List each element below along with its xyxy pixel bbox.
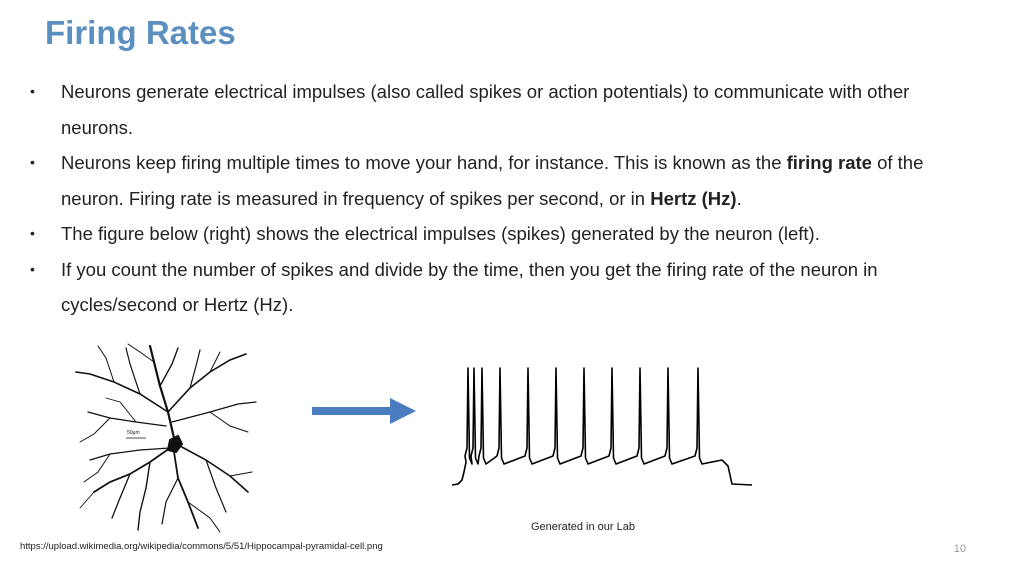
bullet-marker: • bbox=[30, 260, 35, 277]
bullet-marker: • bbox=[30, 225, 35, 241]
spike-train-trace bbox=[452, 362, 756, 490]
slide-title: Firing Rates bbox=[45, 14, 236, 51]
neuron-image bbox=[70, 342, 260, 534]
bold-term: firing rate bbox=[786, 152, 872, 173]
right-arrow-icon bbox=[312, 397, 420, 425]
bullet-item bbox=[30, 145, 980, 216]
figure-caption: Generated in our Lab bbox=[531, 521, 635, 533]
bullet-list bbox=[30, 74, 980, 323]
bullet-marker: • bbox=[30, 83, 35, 99]
bullet-text: . bbox=[736, 187, 742, 209]
image-source-link[interactable]: https://upload.wikimedia.org/wikipedia/commons/5/51/Hippocampal-pyramidal-cell.png bbox=[20, 541, 383, 552]
page-number: 10 bbox=[953, 543, 966, 555]
bullet-text: Neurons generate electrical impulses (also called spikes or action potentials) to communicate with other neurons. bbox=[61, 81, 910, 138]
bold-term: Hertz (Hz) bbox=[650, 187, 737, 209]
bullet-text: If you count the number of spikes and divide by the time, then you get the firing rate of the neuron in cycles/second or Hertz (Hz). bbox=[61, 258, 878, 315]
bullet-text: The figure below (right) shows the electrical impulses (spikes) generated by the neuron (left). bbox=[61, 223, 820, 244]
bullet-text: of the neuron. Firing rate is measured in frequency of spikes per second, or in bbox=[61, 152, 924, 209]
scale-bar-label: 50µm bbox=[127, 430, 140, 436]
bullet-item bbox=[30, 216, 980, 252]
bullet-text: Neurons keep firing multiple times to move your hand, for instance. This is known as the bbox=[61, 152, 787, 173]
bullet-item bbox=[30, 74, 980, 145]
bullet-marker: • bbox=[30, 154, 35, 170]
bullet-item bbox=[30, 252, 980, 323]
